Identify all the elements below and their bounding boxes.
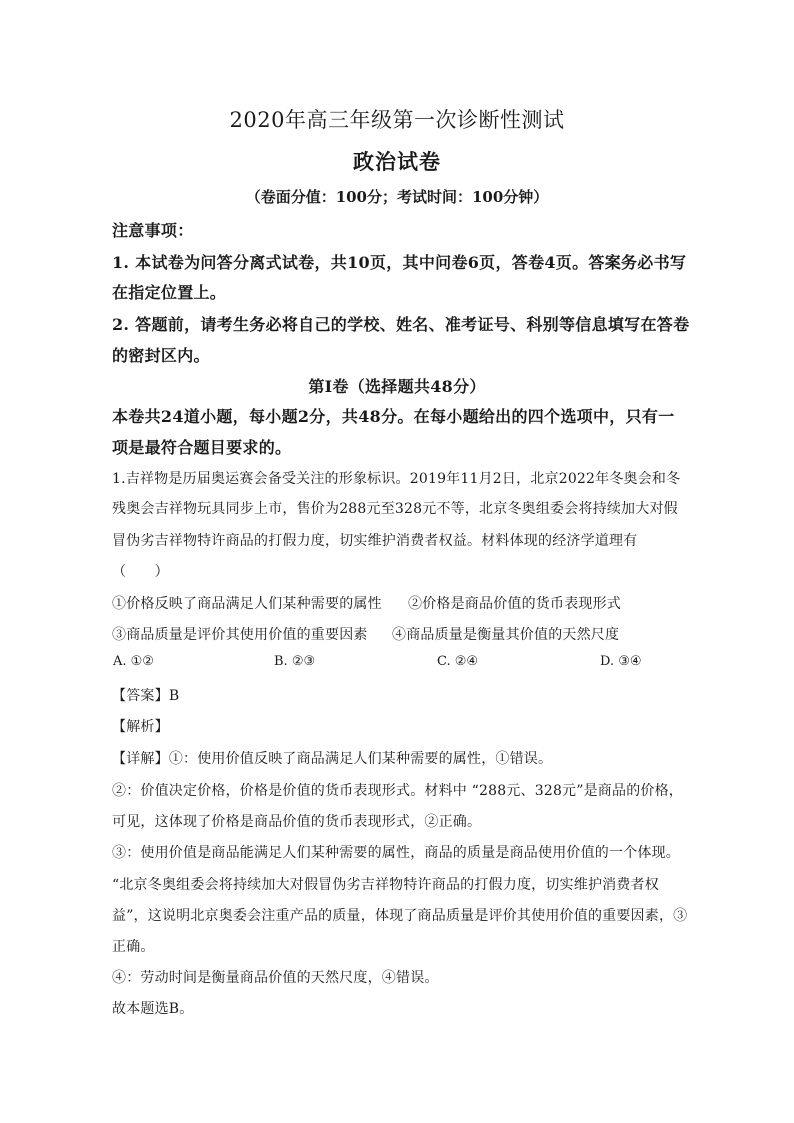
section-heading: 第Ⅰ卷（选择题共48分）	[308, 377, 486, 396]
q1-explanation-line-8: ④：劳动时间是衡量商品价值的天然尺度，④错误。	[112, 970, 439, 986]
q1-analysis-tag: 【解析】	[112, 719, 169, 735]
q1-option-b: B. ②③	[274, 654, 316, 669]
q1-explanation-line-1	[112, 748, 552, 768]
explanation-text-1: ①：使用价值反映了商品满足人们某种需要的属性，①错误。	[168, 751, 553, 767]
q1-option-c: C. ②④	[437, 654, 479, 669]
exam-meta: （卷面分值：100分；考试时间：100分钟）	[245, 188, 549, 206]
note-1-line-1: 1. 本试卷为问答分离式试卷，共10页，其中问卷6页，答卷4页。答案务必书写	[112, 253, 687, 272]
q1-option-a: A. ①②	[113, 654, 154, 669]
exam-title: 2020年高三年级第一次诊断性测试	[229, 108, 565, 132]
q1-explanation-line-2: ②：价值决定价格，价格是价值的货币表现形式。材料中 “288元、328元”是商品的价格，	[112, 783, 684, 799]
q1-stem-blank: （ ）	[112, 564, 169, 580]
q1-option-d: D. ③④	[600, 654, 642, 669]
q1-stem-line-1: 1.吉祥物是历届奥运赛会备受关注的形象标识。2019年11月2日，北京2022年冬奥会和冬	[112, 471, 681, 487]
q1-statement-4: ④商品质量是衡量其价值的天然尺度	[392, 627, 620, 643]
q1-statement-1: ①价格反映了商品满足人们某种需要的属性	[112, 596, 382, 612]
exam-subtitle: 政治试卷	[353, 149, 441, 174]
q1-stem-line-3: 冒伪劣吉祥物特许商品的打假力度，切实维护消费者权益。材料体现的经济学道理有	[112, 533, 638, 549]
note-2-line-1: 2. 答题前，请考生务必将自己的学校、姓名、准考证号、科别等信息填写在答卷	[112, 315, 690, 334]
note-2-line-2: 的密封区内。	[112, 346, 210, 365]
note-1-line-2: 在指定位置上。	[112, 283, 227, 302]
q1-statement-3: ③商品质量是评价其使用价值的重要因素	[112, 627, 368, 643]
q1-stem-line-2: 残奥会吉祥物玩具同步上市，售价为288元至328元不等，北京冬奥组委会将持续加大对假	[112, 501, 678, 517]
q1-explanation-line-6: 益”，这说明北京奥委会注重产品的质量，体现了商品质量是评价其使用价值的重要因素，③	[112, 908, 688, 924]
q1-statement-2: ②价格是商品价值的货币表现形式	[408, 596, 621, 612]
q1-answer	[112, 685, 179, 705]
notes-heading: 注意事项：	[112, 221, 194, 240]
q1-explanation-line-5: “北京冬奥组委会将持续加大对假冒伪劣吉祥物特许商品的打假力度，切实维护消费者权	[112, 877, 659, 893]
answer-value: B	[168, 688, 180, 704]
detail-tag: 【详解】	[112, 751, 169, 767]
q1-explanation-line-4: ③：使用价值是商品能满足人们某种需要的属性，商品的质量是商品使用价值的一个体现。	[112, 845, 680, 861]
q1-explanation-line-9: 故本题选B。	[112, 1001, 194, 1017]
section-instruction-line-2: 项是最符合题目要求的。	[112, 438, 292, 457]
section-instruction-line-1: 本卷共24道小题，每小题2分，共48分。在每小题给出的四个选项中，只有一	[112, 407, 675, 426]
q1-explanation-line-7: 正确。	[112, 939, 155, 955]
q1-explanation-line-3: 可见，这体现了价格是商品价值的货币表现形式，②正确。	[112, 814, 482, 830]
answer-tag: 【答案】	[112, 688, 169, 704]
